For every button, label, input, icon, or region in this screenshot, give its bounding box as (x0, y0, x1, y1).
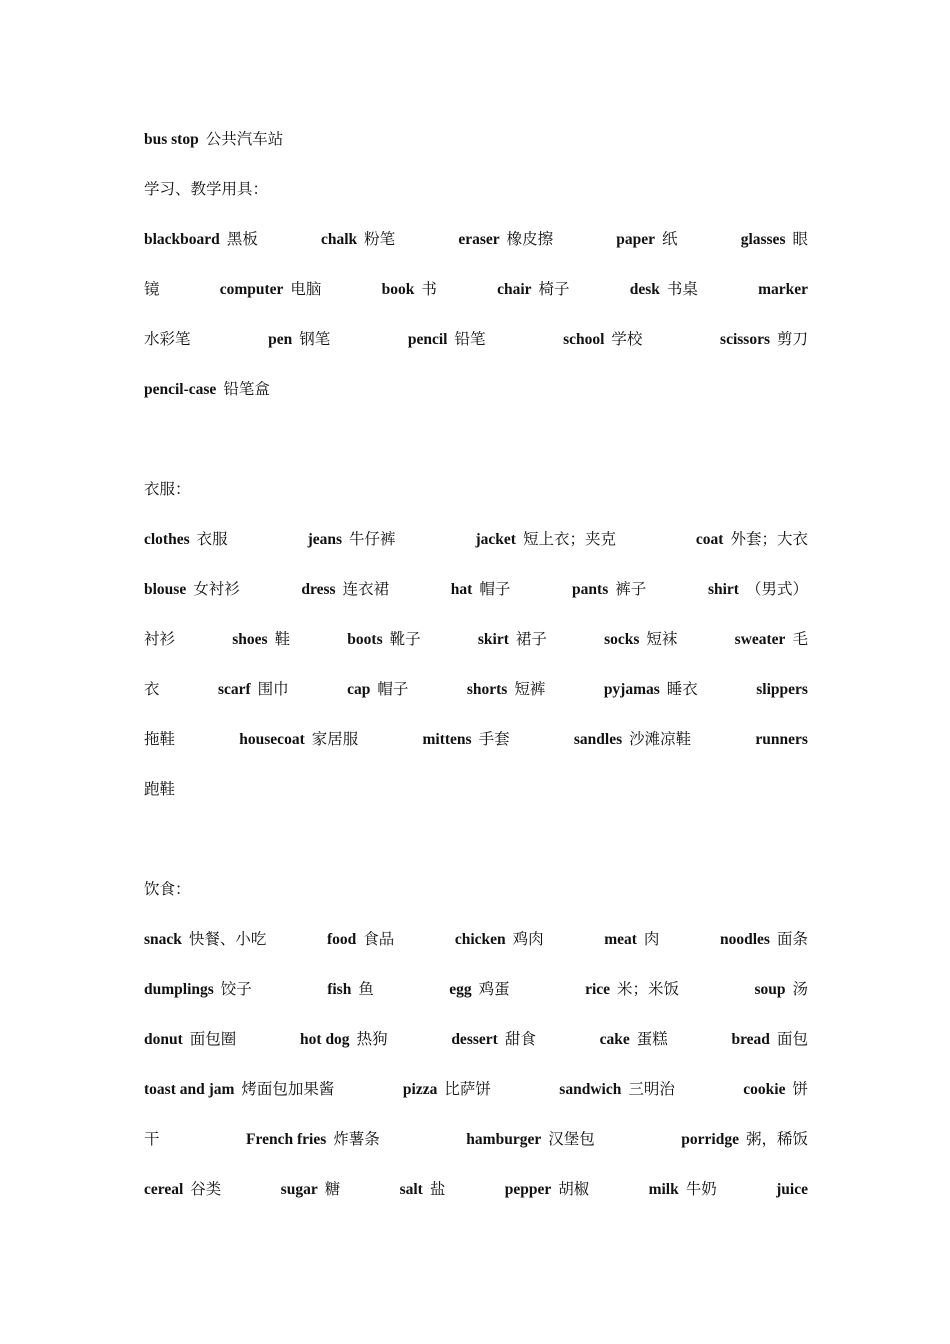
vocab-line (144, 778, 808, 828)
english-word: juice (776, 1181, 808, 1198)
section-heading: 饮食： (144, 881, 191, 898)
vocab-line (144, 1028, 808, 1078)
vocab-entry (400, 1178, 446, 1228)
chinese-meaning: 炸薯条 (333, 1131, 380, 1148)
vocab-entry (403, 1078, 491, 1128)
chinese-meaning: 面条 (776, 931, 808, 948)
vocab-entry (758, 278, 808, 328)
chinese-meaning: 毛 (792, 631, 808, 648)
vocab-entry (144, 781, 175, 798)
chinese-meaning: 快餐、小吃 (188, 931, 267, 948)
english-word: scissors (720, 331, 770, 348)
chinese-meaning: 粉笔 (364, 231, 396, 248)
vocab-entry (720, 928, 808, 978)
vocab-entry (347, 678, 408, 728)
english-word: book (381, 281, 415, 298)
english-word: scarf (217, 681, 251, 698)
english-word: clothes (144, 531, 190, 548)
english-word: sweater (734, 631, 786, 648)
chinese-meaning: 书桌 (666, 281, 698, 298)
vocab-entry (144, 678, 160, 728)
vocab-entry (144, 978, 252, 1028)
vocab-line (144, 228, 808, 278)
english-word: milk (648, 1181, 679, 1198)
chinese-meaning: 水彩笔 (144, 331, 191, 348)
chinese-meaning: 围巾 (257, 681, 289, 698)
english-word: pen (268, 331, 293, 348)
vocab-entry (649, 1178, 717, 1228)
vocab-entry (308, 528, 396, 578)
chinese-meaning: 短袜 (646, 631, 678, 648)
english-word: French fries (246, 1131, 327, 1148)
chinese-meaning: 糖 (324, 1181, 341, 1198)
vocab-entry (144, 528, 228, 578)
english-word: snack (144, 931, 182, 948)
chinese-meaning: 橡皮擦 (506, 231, 554, 248)
english-word: egg (449, 981, 472, 998)
english-word: toast and jam (144, 1081, 235, 1098)
vocab-entry (681, 1128, 808, 1178)
vocab-entry (458, 228, 553, 278)
english-word: boots (347, 631, 383, 648)
chinese-meaning: 沙滩凉鞋 (629, 731, 692, 748)
vocab-line (144, 378, 808, 428)
vocab-entry (731, 1028, 808, 1078)
vocab-entry (630, 278, 698, 328)
vocab-entry (301, 578, 389, 628)
chinese-meaning: 干 (144, 1131, 160, 1148)
vocab-entry (281, 1178, 341, 1228)
vocab-entry (743, 1078, 808, 1128)
vocab-entry (776, 1178, 808, 1228)
section-heading: 学习、教学用具： (144, 181, 269, 198)
vocab-entry (585, 978, 679, 1028)
vocab-entry (604, 628, 677, 678)
vocab-entry (300, 1028, 388, 1078)
chinese-meaning: 睡衣 (666, 681, 698, 698)
chinese-meaning: 电脑 (290, 281, 322, 298)
vocab-entry (144, 928, 266, 978)
english-word: chair (497, 281, 532, 298)
english-word: marker (758, 281, 808, 298)
chinese-meaning: 女衬衫 (193, 581, 240, 598)
vocab-entry (616, 228, 677, 278)
chinese-meaning: 黑板 (226, 231, 258, 248)
vocab-entry (741, 228, 808, 278)
vocab-line (144, 328, 808, 378)
english-word: fish (327, 981, 352, 998)
english-word: cap (347, 681, 371, 698)
english-word: coat (695, 531, 724, 548)
chinese-meaning: 三明治 (628, 1081, 675, 1098)
vocab-entry (382, 278, 437, 328)
vocab-entry (455, 928, 544, 978)
vocab-entry (572, 578, 646, 628)
vocab-entry (239, 728, 358, 778)
english-word: computer (219, 281, 284, 298)
chinese-meaning: 鸡蛋 (478, 981, 510, 998)
english-word: dress (301, 581, 336, 598)
english-word: cereal (144, 1181, 184, 1198)
vocab-entry (559, 1078, 675, 1128)
english-word: paper (616, 231, 656, 248)
vocab-entry (144, 228, 258, 278)
english-word: runners (755, 731, 808, 748)
english-word: sandwich (559, 1081, 622, 1098)
english-word: blackboard (144, 231, 220, 248)
english-word: hot dog (300, 1031, 350, 1048)
vocab-line (144, 128, 808, 178)
chinese-meaning: 盐 (429, 1181, 446, 1198)
english-word: housecoat (239, 731, 305, 748)
vocab-entry (720, 328, 808, 378)
chinese-meaning: 钢笔 (299, 331, 331, 348)
vocab-entry (144, 1128, 160, 1178)
chinese-meaning: 眼 (792, 231, 808, 248)
chinese-meaning: 短上衣；夹克 (522, 531, 616, 548)
chinese-meaning: 牛奶 (685, 1181, 717, 1198)
english-word: bus stop (144, 131, 199, 148)
vocab-line (144, 1128, 808, 1178)
vocab-entry (756, 678, 808, 728)
vocab-entry (600, 1028, 668, 1078)
english-word: sugar (280, 1181, 318, 1198)
section-heading: 衣服： (144, 481, 191, 498)
vocab-entry (451, 578, 511, 628)
vocab-entry (144, 381, 270, 398)
chinese-meaning: 鸡肉 (512, 931, 544, 948)
english-word: meat (604, 931, 637, 948)
english-word: shirt (707, 581, 739, 598)
vocab-entry (754, 978, 808, 1028)
section-spacer (144, 428, 808, 478)
chinese-meaning: 铅笔盒 (223, 381, 270, 398)
chinese-meaning: 蛋糕 (636, 1031, 668, 1048)
chinese-meaning: 衣 (144, 681, 160, 698)
vocab-entry (476, 528, 616, 578)
chinese-meaning: 米；米饭 (617, 981, 680, 998)
english-word: pencil (407, 331, 448, 348)
chinese-meaning: 学校 (611, 331, 643, 348)
chinese-meaning: 比萨饼 (444, 1081, 491, 1098)
chinese-meaning: 镜 (144, 281, 160, 298)
chinese-meaning: 帽子 (479, 581, 511, 598)
english-word: shorts (466, 681, 508, 698)
english-word: cake (599, 1031, 630, 1048)
chinese-meaning: 书 (421, 281, 437, 298)
english-word: rice (585, 981, 611, 998)
vocab-entry (505, 1178, 590, 1228)
chinese-meaning: 饼 (792, 1081, 808, 1098)
vocab-entry (246, 1128, 380, 1178)
vocab-entry (232, 628, 290, 678)
vocab-line (144, 278, 808, 328)
vocab-line (144, 978, 808, 1028)
chinese-meaning: 面包 (776, 1031, 808, 1048)
vocab-entry (604, 678, 698, 728)
vocab-line (144, 1078, 808, 1128)
chinese-meaning: 食品 (363, 931, 395, 948)
english-word: porridge (681, 1131, 739, 1148)
vocab-line (144, 928, 808, 978)
vocab-entry (467, 678, 546, 728)
vocab-entry (144, 1028, 236, 1078)
vocab-entry (755, 728, 808, 778)
vocab-entry (144, 1078, 334, 1128)
vocab-line (144, 1178, 808, 1228)
vocab-entry (563, 328, 642, 378)
english-word: pyjamas (603, 681, 660, 698)
english-word: noodles (719, 931, 770, 948)
section-spacer (144, 828, 808, 878)
chinese-meaning: 衬衫 (144, 631, 176, 648)
vocab-entry (466, 1128, 594, 1178)
vocab-entry (321, 228, 395, 278)
vocab-entry (708, 578, 808, 628)
vocab-entry (478, 628, 547, 678)
english-word: pants (572, 581, 609, 598)
english-word: soup (754, 981, 786, 998)
english-word: desk (629, 281, 660, 298)
vocab-entry (144, 728, 175, 778)
vocab-entry (327, 928, 394, 978)
english-word: cookie (743, 1081, 786, 1098)
chinese-meaning: 汉堡包 (548, 1131, 595, 1148)
chinese-meaning: 胡椒 (558, 1181, 590, 1198)
english-word: chicken (454, 931, 506, 948)
english-word: donut (144, 1031, 183, 1048)
english-word: food (326, 931, 357, 948)
english-word: chalk (320, 231, 358, 248)
chinese-meaning: 拖鞋 (144, 731, 176, 748)
english-word: blouse (144, 581, 187, 598)
english-word: school (563, 331, 605, 348)
chinese-meaning: 饺子 (220, 981, 252, 998)
chinese-meaning: 短裤 (514, 681, 546, 698)
english-word: skirt (477, 631, 509, 648)
english-word: pencil-case (144, 381, 217, 398)
english-word: bread (731, 1031, 770, 1048)
vocab-entry (144, 131, 283, 148)
vocab-entry (144, 628, 175, 678)
vocab-entry (408, 328, 486, 378)
vocab-entry (144, 578, 240, 628)
vocab-entry (497, 278, 569, 328)
vocab-entry (144, 278, 160, 328)
vocabulary-page (144, 128, 808, 1228)
chinese-meaning: 鱼 (358, 981, 374, 998)
chinese-meaning: 靴子 (389, 631, 421, 648)
chinese-meaning: 粥，稀饭 (745, 1131, 808, 1148)
chinese-meaning: 裙子 (515, 631, 547, 648)
vocab-line (144, 578, 808, 628)
chinese-meaning: 甜食 (504, 1031, 536, 1048)
chinese-meaning: 纸 (662, 231, 678, 248)
chinese-meaning: 肉 (643, 931, 660, 948)
vocab-entry (696, 528, 808, 578)
vocab-line (144, 678, 808, 728)
chinese-meaning: 剪刀 (776, 331, 808, 348)
chinese-meaning: 帽子 (377, 681, 409, 698)
english-word: eraser (458, 231, 500, 248)
chinese-meaning: 牛仔裤 (349, 531, 396, 548)
vocab-entry (735, 628, 808, 678)
vocab-entry (144, 1178, 221, 1228)
chinese-meaning: 手套 (478, 731, 510, 748)
english-word: pepper (504, 1181, 552, 1198)
vocab-line (144, 728, 808, 778)
vocab-entry (604, 928, 659, 978)
english-word: dessert (451, 1031, 498, 1048)
chinese-meaning: 汤 (792, 981, 808, 998)
english-word: salt (399, 1181, 423, 1198)
chinese-meaning: 连衣裙 (342, 581, 390, 598)
english-word: glasses (740, 231, 786, 248)
english-word: dumplings (144, 981, 214, 998)
chinese-meaning: 铅笔 (454, 331, 486, 348)
vocab-entry (347, 628, 420, 678)
chinese-meaning: 衣服 (196, 531, 228, 548)
english-word: sandles (573, 731, 623, 748)
vocab-entry (423, 728, 510, 778)
english-word: pizza (402, 1081, 438, 1098)
vocab-entry (449, 978, 509, 1028)
chinese-meaning: 椅子 (538, 281, 570, 298)
english-word: slippers (756, 681, 808, 698)
english-word: jeans (307, 531, 343, 548)
english-word: hamburger (466, 1131, 542, 1148)
vocab-entry (451, 1028, 536, 1078)
english-word: shoes (232, 631, 268, 648)
chinese-meaning: 热狗 (356, 1031, 388, 1048)
chinese-meaning: （男式） (745, 581, 808, 598)
vocab-entry (220, 278, 322, 328)
chinese-meaning: 鞋 (274, 631, 291, 648)
vocab-entry (268, 328, 330, 378)
vocab-entry (574, 728, 691, 778)
vocab-entry (144, 328, 191, 378)
chinese-meaning: 谷类 (190, 1181, 222, 1198)
english-word: hat (450, 581, 473, 598)
english-word: socks (604, 631, 640, 648)
english-word: mittens (422, 731, 472, 748)
vocab-line (144, 628, 808, 678)
chinese-meaning: 跑鞋 (144, 781, 176, 798)
vocab-line (144, 528, 808, 578)
vocab-entry (327, 978, 374, 1028)
chinese-meaning: 裤子 (615, 581, 647, 598)
english-word: jacket (475, 531, 516, 548)
vocab-entry (218, 678, 289, 728)
chinese-meaning: 外套；大衣 (730, 531, 808, 548)
chinese-meaning: 家居服 (311, 731, 359, 748)
chinese-meaning: 面包圈 (189, 1031, 237, 1048)
chinese-meaning: 公共汽车站 (205, 131, 284, 148)
chinese-meaning: 烤面包加果酱 (241, 1081, 335, 1098)
